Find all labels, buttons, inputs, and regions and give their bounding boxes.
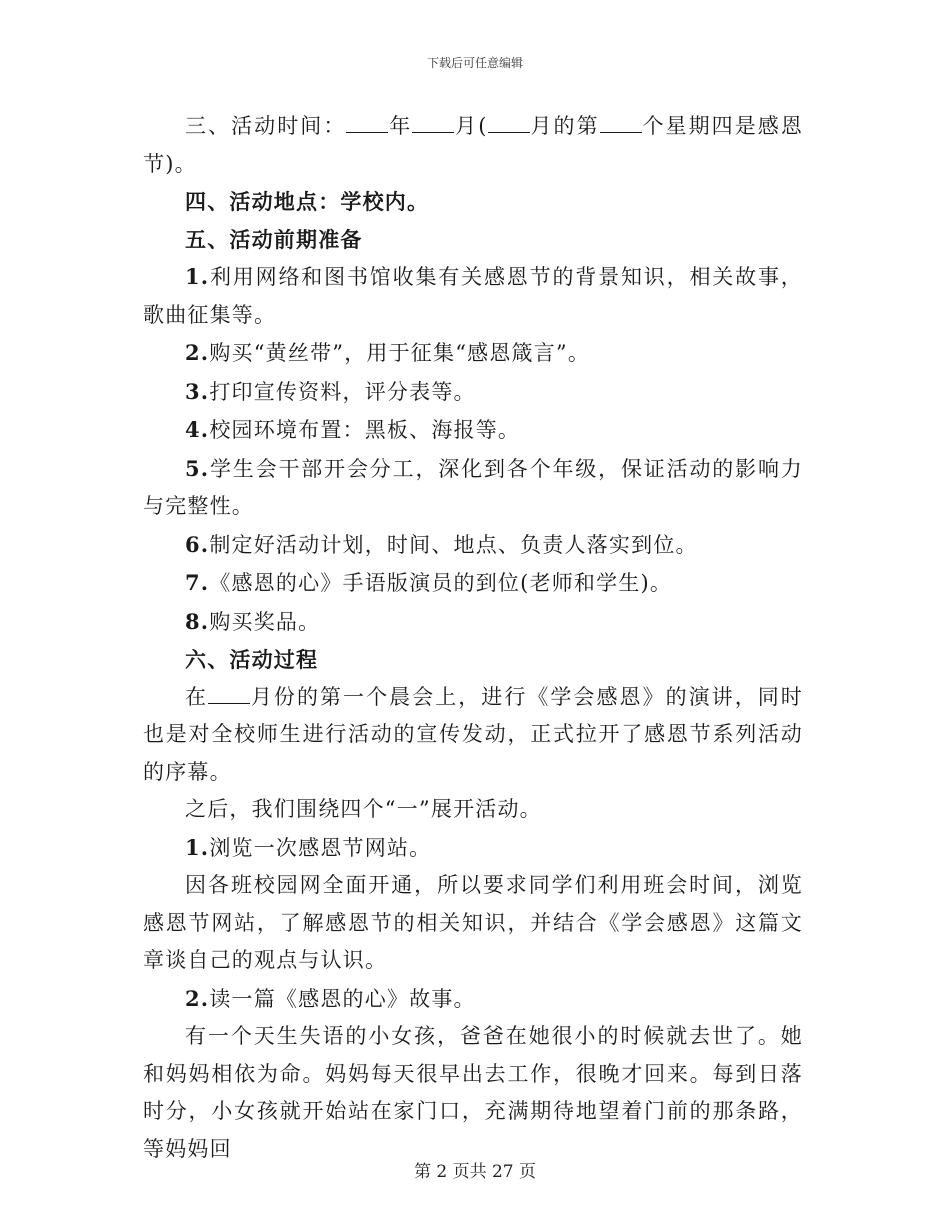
prep-item-3 [143,373,803,412]
prep-item-4 [143,411,803,450]
prep-item-7-num: 7. [185,570,210,595]
prep-item-6-num: 6. [185,531,210,557]
section-3-prefix: 三、活动时间： [185,114,347,138]
process-item-2-num: 2. [185,985,210,1011]
prep-item-5-num: 5. [185,455,210,481]
prep-item-2 [143,334,803,373]
prep-item-2-num: 2. [185,340,210,365]
process-item-2-text: 读一篇《感恩的心》故事。 [209,986,476,1011]
prep-item-6-text: 制定好活动计划，时间、地点、负责人落实到位。 [209,532,698,557]
prep-item-6 [143,526,803,565]
section-3-month-of: 月的第 [529,114,600,138]
prep-item-1 [143,258,803,334]
section-6-heading: 六、活动过程 [185,647,319,672]
prep-item-1-text: 利用网络和图书馆收集有关感恩节的背景知识，相关故事，歌曲征集等。 [143,265,803,327]
process-item-1-text: 浏览一次感恩节网站。 [209,835,432,860]
section-3-year: 年 [388,114,413,138]
process-p1-prefix: 在 [185,684,209,709]
process-p1-rest: 月份的第一个晨会上，进行《学会感恩》的演讲，同时也是对全校师生进行活动的宣传发动，正式拉开了感恩节系列活动的序幕。 [143,684,803,784]
prep-item-8-num: 8. [185,608,210,634]
blank-week [600,114,642,133]
section-5-heading: 五、活动前期准备 [185,226,363,252]
process-item-2 [143,980,803,1019]
process-item-1-body: 因各班校园网全面开通，所以要求同学们利用班会时间，浏览感恩节网站，了解感恩节的相关知识，并结合《学会感恩》这篇文章谈自己的观点与认识。 [143,873,803,972]
process-paragraph-2: 之后，我们围绕四个“一”展开活动。 [185,797,542,821]
process-item-1-num: 1. [185,834,210,860]
prep-item-7-text: 《感恩的心》手语版演员的到位(老师和学生)。 [209,571,673,595]
prep-item-5 [143,450,803,526]
prep-item-8-text: 购买奖品。 [209,609,321,634]
prep-item-3-num: 3. [185,378,210,404]
section-3-rest: 个星期四是感恩节)。 [143,114,804,176]
blank-year [346,114,388,133]
prep-item-7 [143,564,803,603]
blank-month-of [488,114,530,133]
blank-month [412,114,454,133]
section-3-activity-time [143,108,803,183]
prep-item-8 [143,603,803,642]
section-4-heading: 四、活动地点：学校内。 [185,189,430,214]
prep-item-4-num: 4. [185,417,210,442]
page-header-note: 下载后可任意编辑 [426,56,523,70]
prep-item-5-text: 学生会干部开会分工，深化到各个年级，保证活动的影响力与完整性。 [143,456,803,518]
section-3-month: 月( [454,114,488,138]
blank-process-month [208,685,250,704]
prep-item-1-num: 1. [185,264,210,289]
process-item-2-body: 有一个天生失语的小女孩，爸爸在她很小的时候就去世了。她和妈妈相依为命。妈妈每天很早出去工作，很晚才回来。每到日落时分，小女孩就开始站在家门口，充满期待地望着门前的那条路，等妈妈回 [143,1024,803,1161]
prep-item-3-text: 打印宣传资料，评分表等。 [209,379,476,404]
process-paragraph-1 [143,679,803,792]
page-number-footer: 第 2 页共 27 页 [413,1162,537,1182]
process-item-1 [143,829,803,868]
document-body [143,108,803,1168]
prep-item-2-text: 购买“黄丝带”，用于征集“感恩箴言”。 [209,341,591,365]
prep-item-4-text: 校园环境布置：黑板、海报等。 [209,418,521,442]
